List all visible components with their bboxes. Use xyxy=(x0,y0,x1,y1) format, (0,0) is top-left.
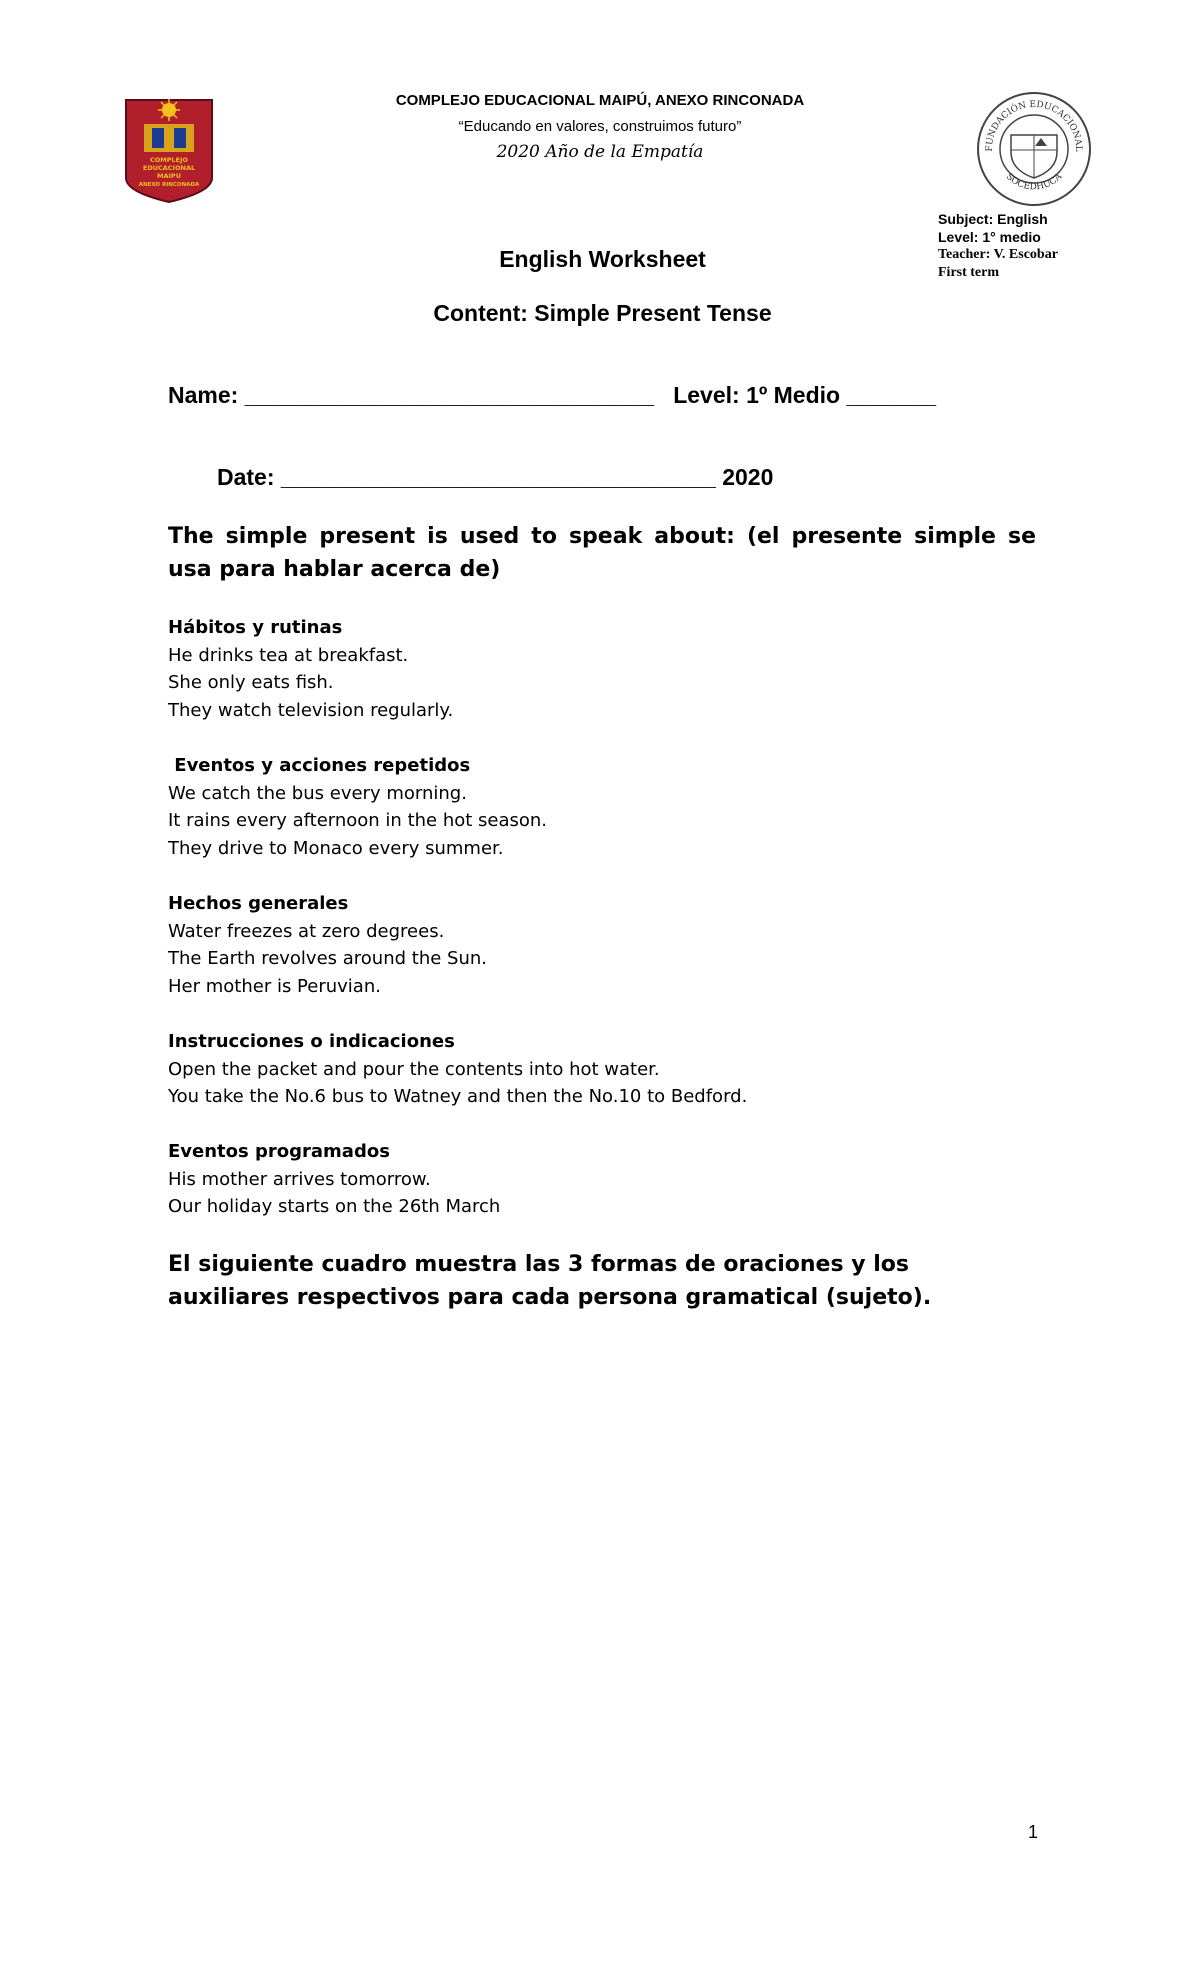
level-label: Level: 1° medio xyxy=(938,229,1041,245)
example-sentence: She only eats fish. xyxy=(168,672,334,693)
section-heading: Eventos programados xyxy=(168,1141,390,1162)
crest-text-line: COMPLEJO xyxy=(149,156,189,164)
year-motto: 2020 Año de la Empatía xyxy=(496,142,704,162)
name-level-row xyxy=(168,382,936,409)
crest-text-line: MAIPU xyxy=(157,172,181,180)
section-heading: Instrucciones o indicaciones xyxy=(168,1031,455,1052)
crest-text-line: ANEXO RINCONADA xyxy=(138,182,200,188)
date-row xyxy=(217,464,773,491)
example-sentence: Her mother is Peruvian. xyxy=(168,975,381,997)
school-name: COMPLEJO EDUCACIONAL MAIPÚ, ANEXO RINCONADA xyxy=(395,92,805,109)
date-blank[interactable]: __________________________________ xyxy=(280,464,716,490)
seal-text-bottom: SOCEDHUCA xyxy=(1003,171,1065,193)
closing-paragraph: El siguiente cuadro muestra las 3 formas de oraciones y los auxiliares respectivos para cada persona gramatical (sujeto). xyxy=(168,1252,932,1310)
section-repeated-events xyxy=(168,752,1036,862)
date-label: Date: xyxy=(217,464,281,490)
example-sentence: They drive to Monaco every summer. xyxy=(168,837,504,859)
crest-text-line: EDUCACIONAL xyxy=(142,164,196,172)
section-heading: Eventos y acciones repetidos xyxy=(168,755,471,776)
teacher-label: Teacher: V. Escobar xyxy=(938,247,1058,262)
example-sentence: It rains every afternoon in the hot season. xyxy=(168,810,548,831)
level-blank[interactable]: _______ xyxy=(846,382,937,408)
school-motto: “Educando en valores, construimos futuro” xyxy=(458,118,742,135)
example-sentence: His mother arrives tomorrow. xyxy=(168,1168,431,1190)
section-heading: Hábitos y rutinas xyxy=(168,617,343,638)
worksheet-title: English Worksheet xyxy=(499,246,706,272)
section-instructions xyxy=(168,1028,1036,1111)
level-field-label: Level: 1º Medio xyxy=(673,382,847,408)
section-general-facts xyxy=(168,890,1036,1000)
seal-text-top: FUNDACIÓN EDUCACIONAL xyxy=(984,99,1084,152)
intro-paragraph: The simple present is used to speak about: (el presente simple se usa para hablar acerca de) xyxy=(168,524,1036,582)
example-sentence: Open the packet and pour the contents into hot water. xyxy=(168,1058,660,1080)
example-sentence: He drinks tea at breakfast. xyxy=(168,644,409,666)
section-scheduled-events xyxy=(168,1138,1036,1221)
date-year: 2020 xyxy=(715,464,774,490)
section-heading: Hechos generales xyxy=(168,893,349,914)
name-blank[interactable]: ________________________________ xyxy=(244,382,655,408)
example-sentence: We catch the bus every morning. xyxy=(168,782,467,804)
content-title: Content: Simple Present Tense xyxy=(433,300,772,326)
name-label: Name: xyxy=(168,382,245,408)
example-sentence: You take the No.6 bus to Watney and then the No.10 to Bedford. xyxy=(168,1086,748,1107)
example-sentence: Water freezes at zero degrees. xyxy=(168,920,445,942)
example-sentence: The Earth revolves around the Sun. xyxy=(168,948,487,969)
page-number: 1 xyxy=(1028,1822,1039,1842)
subject-label: Subject: English xyxy=(938,211,1048,227)
example-sentence: They watch television regularly. xyxy=(168,699,454,721)
term-label: First term xyxy=(938,265,1000,280)
section-habits xyxy=(168,614,1036,724)
example-sentence: Our holiday starts on the 26th March xyxy=(168,1196,501,1217)
